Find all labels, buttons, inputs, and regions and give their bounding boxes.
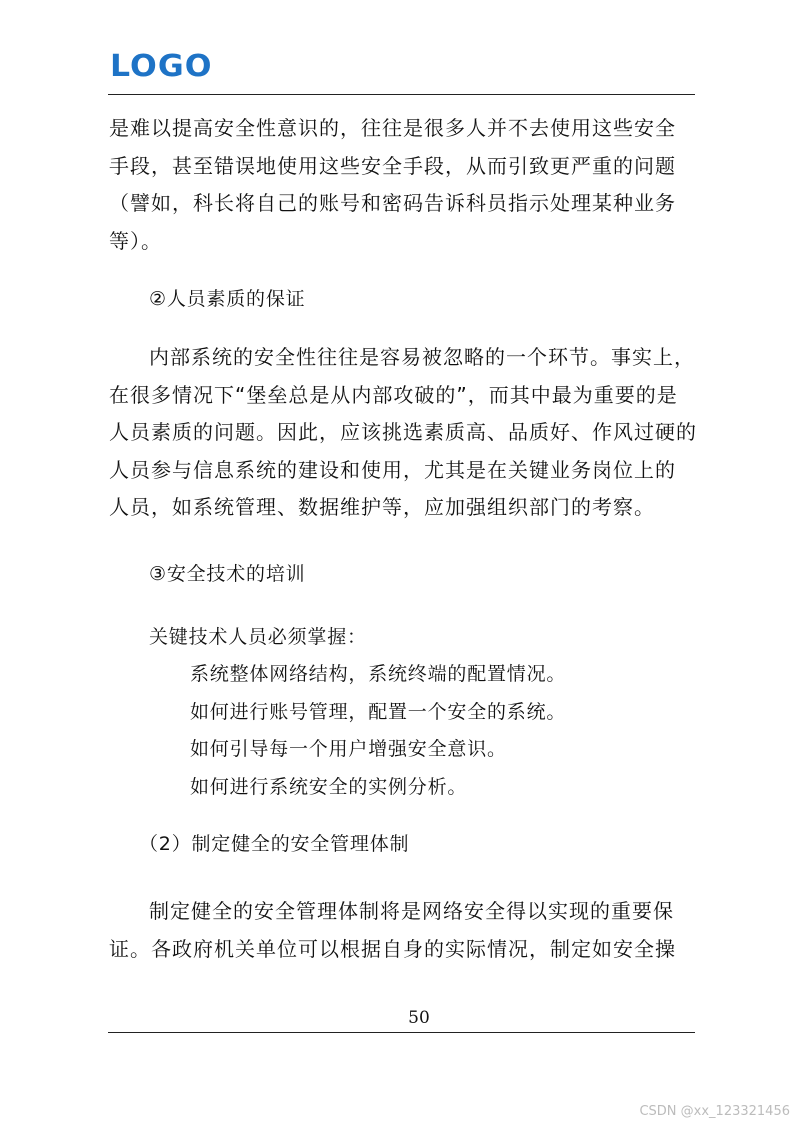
paragraph-line: （譬如，科长将自己的账号和密码告诉科员指示处理某种业务 xyxy=(109,191,676,215)
list-item: 系统整体网络结构，系统终端的配置情况。 xyxy=(190,663,567,685)
section-heading-personnel-quality: ②人员素质的保证 xyxy=(149,288,306,310)
paragraph-line: 人员素质的问题。因此，应该挑选素质高、品质好、作风过硬的 xyxy=(109,420,697,444)
paragraph-line: 是难以提高安全性意识的，往往是很多人并不去使用这些安全 xyxy=(109,116,676,140)
paragraph-line: 内部系统的安全性往往是容易被忽略的一个环节。事实上， xyxy=(149,345,695,369)
paragraph-line: 制定健全的安全管理体制将是网络安全得以实现的重要保 xyxy=(149,899,674,923)
paragraph-line: 等）。 xyxy=(109,228,162,253)
section-heading-security-training: ③安全技术的培训 xyxy=(149,563,306,585)
paragraph-continuation xyxy=(109,110,699,260)
paragraph-line: 手段，甚至错误地使用这些安全手段，从而引致更严重的问题 xyxy=(109,153,676,178)
paragraph-line: 人员，如系统管理、数据维护等，应加强组织部门的考察。 xyxy=(109,495,655,519)
list-item: 如何进行账号管理，配置一个安全的系统。 xyxy=(190,701,567,723)
paragraph-line: 证。各政府机关单位可以根据自身的实际情况，制定如安全操 xyxy=(109,936,676,961)
paragraph-line: 人员参与信息系统的建设和使用，尤其是在关键业务岗位上的 xyxy=(109,457,676,482)
logo: LOGO xyxy=(110,49,213,84)
footer-divider xyxy=(108,1032,695,1033)
paragraph-management xyxy=(109,893,699,968)
section-heading-management-system: （2）制定健全的安全管理体制 xyxy=(139,833,410,855)
watermark: CSDN @xx_123321456 xyxy=(639,1104,790,1119)
list-intro: 关键技术人员必须掌握： xyxy=(149,626,367,648)
header-divider xyxy=(108,94,695,95)
paragraph-personnel xyxy=(109,339,699,527)
list-item: 如何引导每一个用户增强安全意识。 xyxy=(190,738,507,760)
paragraph-line: 在很多情况下“堡垒总是从内部攻破的”，而其中最为重要的是 xyxy=(109,382,678,407)
page-number: 50 xyxy=(408,1008,430,1028)
list-item: 如何进行系统安全的实例分析。 xyxy=(190,776,468,798)
